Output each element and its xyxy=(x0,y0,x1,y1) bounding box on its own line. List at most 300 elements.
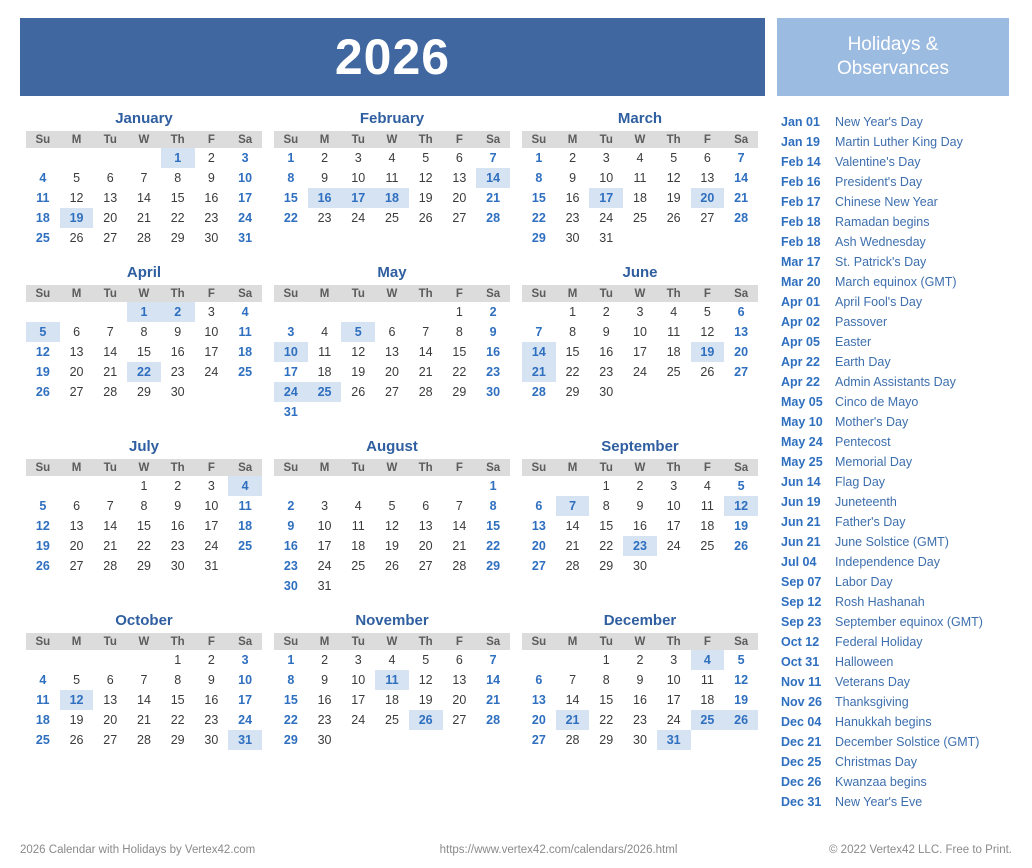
weekday-header: Th xyxy=(161,459,195,476)
day-cell: 31 xyxy=(204,559,219,573)
weekday-header: M xyxy=(556,285,590,302)
weekday-header-row xyxy=(522,459,758,476)
weekday-header: F xyxy=(443,285,477,302)
day-cell-empty xyxy=(341,476,375,496)
list-item xyxy=(781,132,1009,152)
day-cell: 14 xyxy=(103,519,118,533)
weekday-header: F xyxy=(195,131,229,148)
day-cell: 2 xyxy=(636,653,644,667)
day-cell-empty xyxy=(623,382,657,402)
week-row xyxy=(522,496,758,516)
month-january xyxy=(20,110,268,248)
day-cell: 1 xyxy=(489,479,497,493)
day-cell: 13 xyxy=(700,171,715,185)
day-cell: 22 xyxy=(531,211,546,225)
holiday-date: Sep 12 xyxy=(781,595,822,609)
weekday-header: M xyxy=(308,633,342,650)
week-row xyxy=(522,556,758,576)
day-cell: 16 xyxy=(170,345,185,359)
day-cell-empty xyxy=(691,730,725,750)
day-cell-empty xyxy=(341,576,375,596)
day-cell: 28 xyxy=(531,385,546,399)
day-cell: 1 xyxy=(602,653,610,667)
holiday-date: Feb 16 xyxy=(781,175,821,189)
month-april xyxy=(20,264,268,422)
day-cell: 23 xyxy=(486,365,501,379)
week-row xyxy=(26,690,262,710)
day-cell: 5 xyxy=(422,653,430,667)
day-cell: 31 xyxy=(238,231,253,245)
month-table xyxy=(274,131,510,228)
day-cell-empty xyxy=(341,730,375,750)
day-cell: 16 xyxy=(486,345,501,359)
day-cell: 21 xyxy=(418,365,433,379)
day-cell: 14 xyxy=(103,345,118,359)
weekday-header-row xyxy=(26,633,262,650)
month-title: January xyxy=(115,110,173,127)
day-cell: 5 xyxy=(73,673,81,687)
day-cell-empty xyxy=(556,650,590,670)
holiday-name: Memorial Day xyxy=(835,455,913,469)
holiday-date: May 10 xyxy=(781,415,823,429)
month-may xyxy=(268,264,516,422)
day-cell: 14 xyxy=(565,693,580,707)
month-title: September xyxy=(601,438,679,455)
day-cell-empty xyxy=(443,402,477,422)
day-cell: 8 xyxy=(489,499,497,513)
day-cell: 6 xyxy=(73,325,81,339)
day-cell: 24 xyxy=(204,365,219,379)
day-cell: 17 xyxy=(204,519,219,533)
day-cell-empty xyxy=(476,576,510,596)
day-cell: 28 xyxy=(103,385,118,399)
weekday-header: Su xyxy=(274,459,308,476)
month-october xyxy=(20,612,268,750)
week-row xyxy=(26,670,262,690)
day-cell: 6 xyxy=(455,151,463,165)
day-cell: 19 xyxy=(418,693,433,707)
day-cell: 26 xyxy=(418,211,433,225)
day-cell: 18 xyxy=(238,345,253,359)
day-cell: 23 xyxy=(283,559,298,573)
day-cell: 23 xyxy=(170,539,185,553)
day-cell: 10 xyxy=(351,673,366,687)
weekday-header: M xyxy=(308,285,342,302)
day-cell: 22 xyxy=(170,713,185,727)
weekday-header: Sa xyxy=(228,131,262,148)
month-title: July xyxy=(128,438,159,455)
holiday-name: St. Patrick's Day xyxy=(835,255,927,269)
holiday-name: Chinese New Year xyxy=(835,195,938,209)
list-item xyxy=(781,392,1009,412)
day-cell: 3 xyxy=(241,151,249,165)
day-cell: 7 xyxy=(737,151,745,165)
day-cell-empty xyxy=(375,576,409,596)
day-cell: 20 xyxy=(418,539,433,553)
list-item xyxy=(781,472,1009,492)
day-cell-empty xyxy=(274,302,308,322)
day-cell-empty xyxy=(522,476,556,496)
day-cell: 7 xyxy=(106,325,114,339)
day-cell: 11 xyxy=(385,171,399,185)
day-cell: 23 xyxy=(204,713,219,727)
day-cell: 10 xyxy=(204,499,219,513)
day-cell: 6 xyxy=(106,673,114,687)
day-cell: 12 xyxy=(734,673,749,687)
day-cell-empty xyxy=(93,302,127,322)
day-cell: 16 xyxy=(283,539,298,553)
list-item xyxy=(781,572,1009,592)
weekday-header: Tu xyxy=(93,131,127,148)
day-cell: 30 xyxy=(283,579,298,593)
day-cell: 9 xyxy=(287,519,295,533)
day-cell: 15 xyxy=(452,345,467,359)
day-cell: 1 xyxy=(287,151,295,165)
month-november xyxy=(268,612,516,750)
holiday-name: Rosh Hashanah xyxy=(835,595,925,609)
list-item xyxy=(781,412,1009,432)
day-cell: 5 xyxy=(26,322,60,342)
day-cell: 1 xyxy=(569,305,577,319)
weekday-header: F xyxy=(443,459,477,476)
day-cell: 22 xyxy=(599,713,614,727)
day-cell-empty xyxy=(26,476,60,496)
day-cell: 1 xyxy=(127,302,161,322)
day-cell: 14 xyxy=(137,191,151,205)
weekday-header: F xyxy=(691,285,725,302)
day-cell: 16 xyxy=(599,345,614,359)
week-row xyxy=(274,556,510,576)
day-cell: 5 xyxy=(73,171,81,185)
day-cell: 8 xyxy=(602,499,610,513)
list-item xyxy=(781,612,1009,632)
weekday-header: Su xyxy=(274,633,308,650)
day-cell: 8 xyxy=(140,499,148,513)
weekday-header: F xyxy=(195,459,229,476)
list-item xyxy=(781,672,1009,692)
list-item xyxy=(781,192,1009,212)
week-row xyxy=(26,476,262,496)
weekday-header: Sa xyxy=(724,285,758,302)
day-cell-empty xyxy=(308,302,342,322)
day-cell: 13 xyxy=(418,519,433,533)
day-cell: 18 xyxy=(317,365,332,379)
day-cell: 27 xyxy=(103,733,118,747)
day-cell: 9 xyxy=(321,171,329,185)
day-cell-empty xyxy=(724,556,758,576)
day-cell: 15 xyxy=(486,519,501,533)
day-cell: 4 xyxy=(388,151,396,165)
day-cell: 7 xyxy=(140,171,148,185)
day-cell: 17 xyxy=(341,188,375,208)
day-cell: 26 xyxy=(734,539,749,553)
list-item xyxy=(781,312,1009,332)
day-cell: 17 xyxy=(238,693,253,707)
day-cell: 10 xyxy=(599,171,614,185)
day-cell: 10 xyxy=(351,171,366,185)
holiday-name: September equinox (GMT) xyxy=(835,615,983,629)
day-cell: 8 xyxy=(287,673,295,687)
header-row xyxy=(20,18,1012,96)
weekday-header: W xyxy=(127,285,161,302)
day-cell: 7 xyxy=(489,151,497,165)
day-cell: 28 xyxy=(418,385,433,399)
weekday-header: Tu xyxy=(589,131,623,148)
day-cell-empty xyxy=(228,382,262,402)
weekday-header-row xyxy=(274,285,510,302)
weekday-header: Su xyxy=(522,285,556,302)
weekday-header: F xyxy=(443,633,477,650)
day-cell: 31 xyxy=(228,730,262,750)
day-cell: 12 xyxy=(418,673,433,687)
day-cell-empty xyxy=(409,302,443,322)
day-cell: 9 xyxy=(602,325,610,339)
day-cell: 15 xyxy=(531,191,546,205)
holiday-date: Oct 12 xyxy=(781,635,820,649)
weekday-header: M xyxy=(60,633,94,650)
weekday-header: Sa xyxy=(228,633,262,650)
day-cell: 28 xyxy=(486,211,501,225)
day-cell: 5 xyxy=(39,499,47,513)
day-cell: 3 xyxy=(241,653,249,667)
month-title: November xyxy=(355,612,429,629)
day-cell: 7 xyxy=(569,673,577,687)
day-cell-empty xyxy=(691,228,725,248)
day-cell: 18 xyxy=(633,191,647,205)
week-row xyxy=(274,302,510,322)
day-cell-empty xyxy=(26,302,60,322)
day-cell: 29 xyxy=(531,231,546,245)
day-cell: 18 xyxy=(238,519,253,533)
day-cell: 26 xyxy=(35,385,50,399)
holiday-date: Dec 25 xyxy=(781,755,822,769)
page-footer xyxy=(20,844,1012,856)
weekday-header-row xyxy=(522,131,758,148)
weekday-header: Su xyxy=(26,131,60,148)
day-cell: 29 xyxy=(137,385,151,399)
weekday-header: M xyxy=(60,131,94,148)
day-cell-empty xyxy=(623,228,657,248)
day-cell: 20 xyxy=(531,539,546,553)
day-cell: 6 xyxy=(73,499,81,513)
weekday-header: M xyxy=(60,285,94,302)
weekday-header: F xyxy=(195,285,229,302)
weekday-header: Tu xyxy=(93,285,127,302)
week-row xyxy=(522,650,758,670)
holiday-name: Flag Day xyxy=(835,475,886,489)
page-title: 2026 xyxy=(334,29,451,85)
footer-left: 2026 Calendar with Holidays by Vertex42.com xyxy=(20,844,256,856)
list-item xyxy=(781,212,1009,232)
week-row xyxy=(522,148,758,168)
day-cell: 18 xyxy=(375,188,409,208)
day-cell: 30 xyxy=(633,733,647,747)
day-cell: 10 xyxy=(238,673,253,687)
day-cell: 13 xyxy=(452,673,467,687)
day-cell: 7 xyxy=(535,325,543,339)
day-cell: 15 xyxy=(137,345,151,359)
day-cell: 20 xyxy=(103,211,118,225)
weekday-header: Tu xyxy=(589,285,623,302)
weekday-header: Tu xyxy=(93,459,127,476)
day-cell: 15 xyxy=(599,519,614,533)
holiday-name: Veterans Day xyxy=(835,675,911,689)
day-cell: 2 xyxy=(321,653,329,667)
month-title: March xyxy=(617,110,663,127)
day-cell: 3 xyxy=(207,305,215,319)
week-row xyxy=(522,690,758,710)
day-cell: 6 xyxy=(703,151,711,165)
day-cell: 13 xyxy=(69,345,84,359)
day-cell: 18 xyxy=(385,693,399,707)
day-cell: 30 xyxy=(170,559,185,573)
month-table xyxy=(274,459,510,596)
weekday-header: Th xyxy=(409,633,443,650)
day-cell: 20 xyxy=(452,191,467,205)
day-cell: 2 xyxy=(636,479,644,493)
day-cell: 8 xyxy=(174,171,182,185)
month-table xyxy=(274,285,510,422)
holiday-date: May 05 xyxy=(781,395,823,409)
holiday-date: Mar 20 xyxy=(781,275,821,289)
day-cell: 21 xyxy=(103,365,118,379)
day-cell: 8 xyxy=(174,673,182,687)
day-cell: 16 xyxy=(633,693,647,707)
day-cell: 1 xyxy=(535,151,543,165)
day-cell: 26 xyxy=(35,559,50,573)
day-cell: 25 xyxy=(700,539,715,553)
day-cell: 24 xyxy=(666,539,681,553)
day-cell-empty xyxy=(60,302,94,322)
day-cell-empty xyxy=(443,730,477,750)
list-item xyxy=(781,112,1009,132)
month-row xyxy=(20,612,765,750)
week-row xyxy=(274,576,510,596)
day-cell: 2 xyxy=(321,151,329,165)
month-title: May xyxy=(377,264,407,281)
footer-copyright: © 2022 Vertex42 LLC. Free to Print. xyxy=(829,844,1012,856)
day-cell-empty xyxy=(443,576,477,596)
weekday-header: W xyxy=(375,459,409,476)
day-cell: 27 xyxy=(418,559,433,573)
day-cell: 22 xyxy=(127,362,161,382)
weekday-header: Tu xyxy=(341,633,375,650)
day-cell: 24 xyxy=(317,559,332,573)
weekday-header: M xyxy=(308,459,342,476)
weekday-header: Th xyxy=(409,285,443,302)
month-row xyxy=(20,264,765,422)
month-title: August xyxy=(366,438,418,455)
day-cell: 29 xyxy=(486,559,501,573)
day-cell: 19 xyxy=(666,191,681,205)
holiday-date: Nov 26 xyxy=(781,695,822,709)
holiday-date: Feb 18 xyxy=(781,215,821,229)
week-row xyxy=(274,650,510,670)
day-cell: 2 xyxy=(489,305,497,319)
footer-url[interactable]: https://www.vertex42.com/calendars/2026.html xyxy=(439,844,678,856)
day-cell: 13 xyxy=(452,171,467,185)
day-cell: 3 xyxy=(354,653,362,667)
day-cell: 18 xyxy=(35,211,50,225)
day-cell-empty xyxy=(375,402,409,422)
day-cell: 28 xyxy=(486,713,501,727)
week-row xyxy=(522,536,758,556)
weekday-header-row xyxy=(522,633,758,650)
day-cell: 22 xyxy=(486,539,501,553)
day-cell: 14 xyxy=(137,693,151,707)
day-cell: 19 xyxy=(35,539,50,553)
day-cell: 15 xyxy=(283,693,298,707)
day-cell: 19 xyxy=(734,693,749,707)
day-cell: 4 xyxy=(636,151,644,165)
day-cell: 5 xyxy=(388,499,396,513)
day-cell-empty xyxy=(409,402,443,422)
day-cell: 17 xyxy=(204,345,219,359)
list-item xyxy=(781,692,1009,712)
holiday-date: Apr 22 xyxy=(781,375,820,389)
day-cell: 6 xyxy=(535,673,543,687)
weekday-header: Th xyxy=(657,131,691,148)
holiday-name: Earth Day xyxy=(835,355,891,369)
list-item xyxy=(781,632,1009,652)
day-cell-empty xyxy=(60,650,94,670)
day-cell: 25 xyxy=(691,710,725,730)
day-cell: 21 xyxy=(486,191,501,205)
day-cell-empty xyxy=(691,556,725,576)
holiday-date: Jun 14 xyxy=(781,475,821,489)
day-cell: 4 xyxy=(703,479,711,493)
day-cell: 20 xyxy=(734,345,749,359)
day-cell: 12 xyxy=(700,325,715,339)
day-cell: 14 xyxy=(418,345,433,359)
day-cell: 27 xyxy=(734,365,749,379)
day-cell: 22 xyxy=(452,365,467,379)
holiday-date: Dec 31 xyxy=(781,795,822,809)
day-cell: 6 xyxy=(422,499,430,513)
weekday-header: F xyxy=(195,633,229,650)
day-cell: 2 xyxy=(174,479,182,493)
day-cell: 5 xyxy=(737,479,745,493)
day-cell: 6 xyxy=(455,653,463,667)
holiday-date: Jun 21 xyxy=(781,535,821,549)
day-cell: 7 xyxy=(140,673,148,687)
day-cell-empty xyxy=(409,476,443,496)
day-cell: 23 xyxy=(565,211,580,225)
weekday-header: Sa xyxy=(228,285,262,302)
weekday-header: W xyxy=(375,285,409,302)
day-cell: 30 xyxy=(633,559,647,573)
day-cell: 19 xyxy=(60,208,94,228)
day-cell: 2 xyxy=(207,653,215,667)
holidays-list xyxy=(777,110,1009,812)
day-cell: 17 xyxy=(666,693,681,707)
holiday-date: Jan 19 xyxy=(781,135,820,149)
weekday-header: Th xyxy=(409,131,443,148)
day-cell: 18 xyxy=(700,519,715,533)
week-row xyxy=(274,382,510,402)
day-cell: 27 xyxy=(452,713,467,727)
week-row xyxy=(522,476,758,496)
weekday-header-row xyxy=(26,131,262,148)
day-cell: 23 xyxy=(633,713,647,727)
day-cell: 3 xyxy=(321,499,329,513)
day-cell: 10 xyxy=(204,325,219,339)
weekday-header: W xyxy=(623,633,657,650)
day-cell: 4 xyxy=(39,171,47,185)
day-cell: 13 xyxy=(531,519,546,533)
day-cell: 26 xyxy=(666,211,681,225)
day-cell: 8 xyxy=(569,325,577,339)
